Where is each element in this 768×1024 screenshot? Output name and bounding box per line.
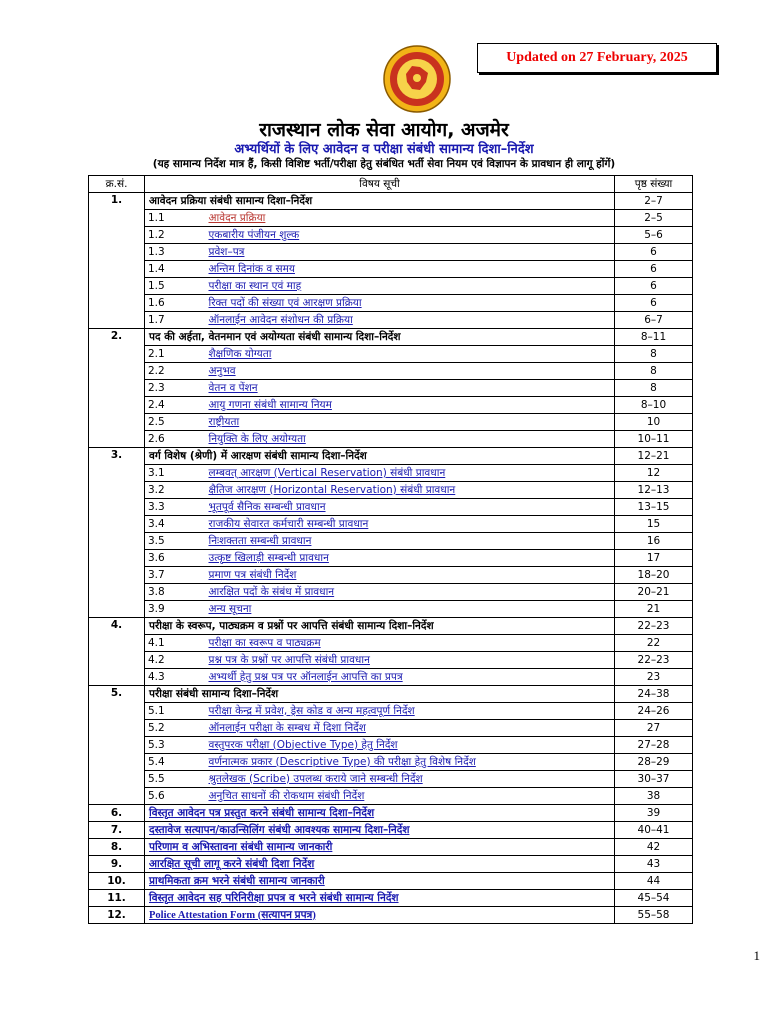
section-title-cell bbox=[145, 907, 615, 924]
section-pages: 43 bbox=[615, 856, 693, 873]
subsection-row bbox=[89, 635, 693, 652]
subsection-title-cell bbox=[203, 465, 615, 482]
subsection-title-cell bbox=[203, 635, 615, 652]
rpsc-emblem-logo bbox=[382, 44, 452, 114]
subsection-number: 1.7 bbox=[145, 312, 203, 329]
subsection-pages: 15 bbox=[615, 516, 693, 533]
subsection-title-cell bbox=[203, 720, 615, 737]
main-link-row bbox=[89, 907, 693, 924]
subsection-pages: 21 bbox=[615, 601, 693, 618]
subsection-number: 3.3 bbox=[145, 499, 203, 516]
subsection-pages: 22 bbox=[615, 635, 693, 652]
section-title: परीक्षा के स्वरूप, पाठ्यक्रम व प्रश्नों पर आपत्ति संबंधी सामान्य दिशा–निर्देश bbox=[145, 618, 615, 635]
subsection-number: 3.4 bbox=[145, 516, 203, 533]
subsection-title-cell bbox=[203, 584, 615, 601]
subsection-link[interactable]: परीक्षा केन्द्र में प्रवेश, ड्रेस कोड व अन्य महत्वपूर्ण निर्देश bbox=[208, 704, 415, 717]
section-number: 8. bbox=[89, 839, 145, 856]
section-title-cell bbox=[145, 805, 615, 822]
subsection-number: 5.4 bbox=[145, 754, 203, 771]
subsection-title-cell bbox=[203, 244, 615, 261]
subsection-number: 2.6 bbox=[145, 431, 203, 448]
subsection-title-cell bbox=[203, 312, 615, 329]
subsection-pages: 10–11 bbox=[615, 431, 693, 448]
subsection-row bbox=[89, 703, 693, 720]
section-number: 2. bbox=[89, 329, 145, 448]
subsection-link[interactable]: रिक्त पदों की संख्या एवं आरक्षण प्रक्रिया bbox=[208, 296, 362, 309]
subsection-number: 1.6 bbox=[145, 295, 203, 312]
subsection-row bbox=[89, 312, 693, 329]
section-pages: 12–21 bbox=[615, 448, 693, 465]
subsection-number: 1.4 bbox=[145, 261, 203, 278]
section-number: 5. bbox=[89, 686, 145, 805]
subsection-number: 5.1 bbox=[145, 703, 203, 720]
section-link[interactable]: विस्तृत आवेदन पत्र प्रस्तुत करने संबंधी सामान्य दिशा–निर्देश bbox=[149, 806, 375, 819]
subsection-title-cell bbox=[203, 669, 615, 686]
subsection-number: 1.1 bbox=[145, 210, 203, 227]
subsection-title-cell bbox=[203, 261, 615, 278]
subsection-number: 3.6 bbox=[145, 550, 203, 567]
section-title: परीक्षा संबंधी सामान्य दिशा–निर्देश bbox=[145, 686, 615, 703]
subsection-row bbox=[89, 414, 693, 431]
subsection-pages: 30–37 bbox=[615, 771, 693, 788]
subsection-row bbox=[89, 380, 693, 397]
subsection-link[interactable]: निःशक्तता सम्बन्धी प्रावधान bbox=[208, 534, 312, 547]
main-link-row bbox=[89, 805, 693, 822]
col-header-sno: क्र.सं. bbox=[89, 176, 145, 193]
section-title: पद की अर्हता, वेतनमान एवं अयोग्यता संबंधी सामान्य दिशा–निर्देश bbox=[145, 329, 615, 346]
subsection-pages: 38 bbox=[615, 788, 693, 805]
subsection-title-cell bbox=[203, 363, 615, 380]
subsection-row bbox=[89, 244, 693, 261]
subsection-pages: 18–20 bbox=[615, 567, 693, 584]
section-number: 6. bbox=[89, 805, 145, 822]
subsection-title-cell bbox=[203, 567, 615, 584]
section-pages: 24–38 bbox=[615, 686, 693, 703]
subsection-number: 5.2 bbox=[145, 720, 203, 737]
subsection-number: 2.2 bbox=[145, 363, 203, 380]
subsection-title-cell bbox=[203, 754, 615, 771]
subsection-row bbox=[89, 601, 693, 618]
subsection-pages: 6 bbox=[615, 295, 693, 312]
subsection-link[interactable]: क्षैतिज आरक्षण (Horizontal Reservation) संबंधी प्रावधान bbox=[208, 483, 456, 496]
subsection-number: 2.3 bbox=[145, 380, 203, 397]
subsection-number: 4.2 bbox=[145, 652, 203, 669]
subsection-link[interactable]: ऑनलाईन आवेदन संशोधन की प्रक्रिया bbox=[208, 313, 353, 326]
main-link-row bbox=[89, 873, 693, 890]
section-link[interactable]: आरक्षित सूची लागू करने संबंधी दिशा निर्देश bbox=[149, 857, 315, 870]
section-pages: 39 bbox=[615, 805, 693, 822]
subsection-row bbox=[89, 397, 693, 414]
section-row bbox=[89, 329, 693, 346]
subsection-link[interactable]: परीक्षा का स्वरूप व पाठ्यक्रम bbox=[208, 636, 321, 649]
subsection-pages: 22–23 bbox=[615, 652, 693, 669]
subsection-row bbox=[89, 431, 693, 448]
subsection-link[interactable]: राजकीय सेवारत कर्मचारी सम्बन्धी प्रावधान bbox=[208, 517, 369, 530]
subsection-link[interactable]: अनुचित साधनों की रोकथाम संबंधी निर्देश bbox=[208, 789, 365, 802]
subsection-number: 1.3 bbox=[145, 244, 203, 261]
main-link-row bbox=[89, 890, 693, 907]
subsection-row bbox=[89, 737, 693, 754]
subsection-number: 2.4 bbox=[145, 397, 203, 414]
section-title-cell bbox=[145, 856, 615, 873]
updated-date-box: Updated on 27 February, 2025 bbox=[477, 43, 717, 73]
section-title-cell bbox=[145, 890, 615, 907]
subsection-title-cell bbox=[203, 227, 615, 244]
section-link[interactable]: प्राथमिकता क्रम भरने संबंधी सामान्य जानकारी bbox=[149, 874, 325, 887]
contents-body bbox=[89, 193, 693, 924]
subsection-pages: 28–29 bbox=[615, 754, 693, 771]
subsection-title-cell bbox=[203, 380, 615, 397]
subsection-link[interactable]: अन्य सूचना bbox=[208, 602, 252, 615]
subsection-link[interactable]: भूतपूर्व सैनिक सम्बन्धी प्रावधान bbox=[208, 500, 326, 513]
section-link[interactable]: विस्तृत आवेदन सह परिनिरीक्षा प्रपत्र व भरने संबंधी सामान्य निर्देश bbox=[149, 891, 399, 904]
subsection-title-cell bbox=[203, 346, 615, 363]
subsection-pages: 8 bbox=[615, 380, 693, 397]
subsection-row bbox=[89, 550, 693, 567]
subsection-row bbox=[89, 278, 693, 295]
subsection-link[interactable]: अन्तिम दिनांक व समय bbox=[208, 262, 295, 275]
subsection-title-cell bbox=[203, 533, 615, 550]
subsection-title-cell bbox=[203, 703, 615, 720]
subsection-row bbox=[89, 295, 693, 312]
section-pages: 45–54 bbox=[615, 890, 693, 907]
subsection-link[interactable]: एकबारीय पंजीयन शुल्क bbox=[208, 228, 300, 241]
section-number: 12. bbox=[89, 907, 145, 924]
subsection-pages: 23 bbox=[615, 669, 693, 686]
subsection-number: 5.3 bbox=[145, 737, 203, 754]
subsection-link[interactable]: प्रमाण पत्र संबंधी निर्देश bbox=[208, 568, 297, 581]
col-header-pages: पृष्ठ संख्या bbox=[615, 176, 693, 193]
subsection-number: 4.1 bbox=[145, 635, 203, 652]
section-pages: 42 bbox=[615, 839, 693, 856]
subsection-link[interactable]: अभ्यर्थी हेतु प्रश्न पत्र पर ऑनलाईन आपत्ति का प्रपत्र bbox=[208, 670, 403, 683]
subsection-pages: 10 bbox=[615, 414, 693, 431]
section-number: 4. bbox=[89, 618, 145, 686]
subsection-title-cell bbox=[203, 601, 615, 618]
section-row bbox=[89, 686, 693, 703]
subsection-row bbox=[89, 652, 693, 669]
section-row bbox=[89, 448, 693, 465]
section-title-cell bbox=[145, 822, 615, 839]
subsection-number: 4.3 bbox=[145, 669, 203, 686]
subsection-title-cell bbox=[203, 278, 615, 295]
subsection-number: 1.5 bbox=[145, 278, 203, 295]
subsection-pages: 6–7 bbox=[615, 312, 693, 329]
subsection-row bbox=[89, 482, 693, 499]
subsection-pages: 12–13 bbox=[615, 482, 693, 499]
subsection-number: 3.5 bbox=[145, 533, 203, 550]
section-pages: 22–23 bbox=[615, 618, 693, 635]
subsection-pages: 27–28 bbox=[615, 737, 693, 754]
subsection-title-cell bbox=[203, 499, 615, 516]
subsection-title-cell bbox=[203, 737, 615, 754]
subsection-row bbox=[89, 669, 693, 686]
subsection-row bbox=[89, 516, 693, 533]
main-link-row bbox=[89, 856, 693, 873]
section-link[interactable]: परिणाम व अभिस्तावना संबंधी सामान्य जानकारी bbox=[149, 840, 333, 853]
section-number: 10. bbox=[89, 873, 145, 890]
section-title-cell bbox=[145, 873, 615, 890]
subsection-row bbox=[89, 584, 693, 601]
section-pages: 2–7 bbox=[615, 193, 693, 210]
subsection-title-cell bbox=[203, 431, 615, 448]
subsection-pages: 6 bbox=[615, 278, 693, 295]
subsection-link[interactable]: परीक्षा का स्थान एवं माह bbox=[208, 279, 302, 292]
subsection-number: 3.8 bbox=[145, 584, 203, 601]
subsection-number: 2.5 bbox=[145, 414, 203, 431]
subsection-pages: 8–10 bbox=[615, 397, 693, 414]
subsection-row bbox=[89, 363, 693, 380]
subsection-title-cell bbox=[203, 482, 615, 499]
col-header-subject: विषय सूची bbox=[145, 176, 615, 193]
subsection-link[interactable]: शैक्षणिक योग्यता bbox=[208, 347, 272, 360]
subsection-row bbox=[89, 533, 693, 550]
subsection-pages: 27 bbox=[615, 720, 693, 737]
subsection-title-cell bbox=[203, 550, 615, 567]
subsection-number: 3.9 bbox=[145, 601, 203, 618]
subsection-pages: 2–5 bbox=[615, 210, 693, 227]
main-link-row bbox=[89, 822, 693, 839]
subsection-pages: 24–26 bbox=[615, 703, 693, 720]
subsection-row bbox=[89, 346, 693, 363]
section-link[interactable]: दस्तावेज सत्यापन/काउन्सिलिंग संबंधी आवश्यक सामान्य दिशा–निर्देश bbox=[149, 823, 410, 836]
section-number: 3. bbox=[89, 448, 145, 618]
subsection-pages: 6 bbox=[615, 244, 693, 261]
subsection-title-cell bbox=[203, 210, 615, 227]
subsection-pages: 5–6 bbox=[615, 227, 693, 244]
subsection-title-cell bbox=[203, 397, 615, 414]
section-number: 11. bbox=[89, 890, 145, 907]
contents-table bbox=[88, 175, 693, 924]
section-row bbox=[89, 618, 693, 635]
page-title: राजस्थान लोक सेवा आयोग, अजमेर bbox=[259, 119, 509, 141]
section-pages: 44 bbox=[615, 873, 693, 890]
subsection-row bbox=[89, 771, 693, 788]
subsection-pages: 8 bbox=[615, 346, 693, 363]
subsection-pages: 17 bbox=[615, 550, 693, 567]
subsection-link[interactable]: वर्णनात्मक प्रकार (Descriptive Type) की परीक्षा हेतु विशेष निर्देश bbox=[208, 755, 476, 768]
subsection-link[interactable]: आयु गणना संबंधी सामान्य नियम bbox=[208, 398, 332, 411]
section-number: 1. bbox=[89, 193, 145, 329]
section-number: 9. bbox=[89, 856, 145, 873]
subsection-number: 1.2 bbox=[145, 227, 203, 244]
subsection-title-cell bbox=[203, 652, 615, 669]
subsection-number: 3.7 bbox=[145, 567, 203, 584]
section-pages: 40–41 bbox=[615, 822, 693, 839]
section-pages: 55–58 bbox=[615, 907, 693, 924]
subsection-row bbox=[89, 754, 693, 771]
subsection-link[interactable]: लम्बवत् आरक्षण (Vertical Reservation) संबंधी प्रावधान bbox=[208, 466, 446, 479]
page-number: 1 bbox=[753, 948, 760, 963]
table-header-row bbox=[89, 176, 693, 193]
subsection-link[interactable]: अनुभव bbox=[208, 364, 236, 377]
subsection-row bbox=[89, 210, 693, 227]
subsection-number: 5.6 bbox=[145, 788, 203, 805]
subsection-pages: 8 bbox=[615, 363, 693, 380]
subsection-link[interactable]: नियुक्ति के लिए अयोग्यता bbox=[208, 432, 306, 445]
section-link[interactable]: Police Attestation Form (सत्यापन प्रपत्र) bbox=[149, 909, 316, 921]
subsection-link[interactable]: प्रश्न पत्र के प्रश्नों पर आपत्ति संबंधी प्रावधान bbox=[208, 653, 370, 666]
subsection-title-cell bbox=[203, 414, 615, 431]
section-title: वर्ग विशेष (श्रेणी) में आरक्षण संबंधी सामान्य दिशा–निर्देश bbox=[145, 448, 615, 465]
subsection-number: 3.1 bbox=[145, 465, 203, 482]
subsection-link[interactable]: वस्तुपरक परीक्षा (Objective Type) हेतु निर्देश bbox=[208, 738, 398, 751]
subsection-number: 2.1 bbox=[145, 346, 203, 363]
subsection-row bbox=[89, 499, 693, 516]
subsection-pages: 13–15 bbox=[615, 499, 693, 516]
subsection-row bbox=[89, 227, 693, 244]
subsection-link[interactable]: आरक्षित पदों के संबंध में प्रावधान bbox=[208, 585, 335, 598]
subsection-row bbox=[89, 788, 693, 805]
section-number: 7. bbox=[89, 822, 145, 839]
section-title-cell bbox=[145, 839, 615, 856]
subsection-link[interactable]: श्रुतलेखक (Scribe) उपलब्ध कराये जाने सम्बन्धी निर्देश bbox=[208, 772, 423, 785]
subsection-row bbox=[89, 720, 693, 737]
section-row bbox=[89, 193, 693, 210]
page-subtitle: अभ्यर्थियों के लिए आवेदन व परीक्षा संबंधी सामान्य दिशा–निर्देश bbox=[234, 142, 534, 157]
subsection-pages: 16 bbox=[615, 533, 693, 550]
subsection-title-cell bbox=[203, 788, 615, 805]
subsection-pages: 6 bbox=[615, 261, 693, 278]
subsection-number: 3.2 bbox=[145, 482, 203, 499]
subsection-link[interactable]: आवेदन प्रक्रिया bbox=[208, 211, 266, 224]
subsection-pages: 20–21 bbox=[615, 584, 693, 601]
subsection-link[interactable]: ऑनलाईन परीक्षा के सम्बध में दिशा निर्देश bbox=[208, 721, 366, 734]
subsection-row bbox=[89, 261, 693, 278]
subsection-row bbox=[89, 465, 693, 482]
disclaimer-note: (यह सामान्य निर्देश मात्र हैं, किसी विशिष्ट भर्ती/परीक्षा हेतु संबंधित भर्ती सेवा नियम एवं विज्ञापन के प्रावधान ही लागू होंगें) bbox=[152, 158, 616, 170]
subsection-link[interactable]: प्रवेश–पत्र bbox=[208, 245, 245, 258]
subsection-link[interactable]: राष्ट्रीयता bbox=[208, 415, 240, 428]
subsection-title-cell bbox=[203, 516, 615, 533]
subsection-link[interactable]: वेतन व पेंशन bbox=[208, 381, 258, 394]
subsection-title-cell bbox=[203, 295, 615, 312]
subsection-title-cell bbox=[203, 771, 615, 788]
section-pages: 8–11 bbox=[615, 329, 693, 346]
subsection-pages: 12 bbox=[615, 465, 693, 482]
subsection-row bbox=[89, 567, 693, 584]
subsection-link[interactable]: उत्कृष्ट खिलाड़ी सम्बन्धी प्रावधान bbox=[208, 551, 329, 564]
section-title: आवेदन प्रक्रिया संबंधी सामान्य दिशा–निर्देश bbox=[145, 193, 615, 210]
subsection-number: 5.5 bbox=[145, 771, 203, 788]
main-link-row bbox=[89, 839, 693, 856]
